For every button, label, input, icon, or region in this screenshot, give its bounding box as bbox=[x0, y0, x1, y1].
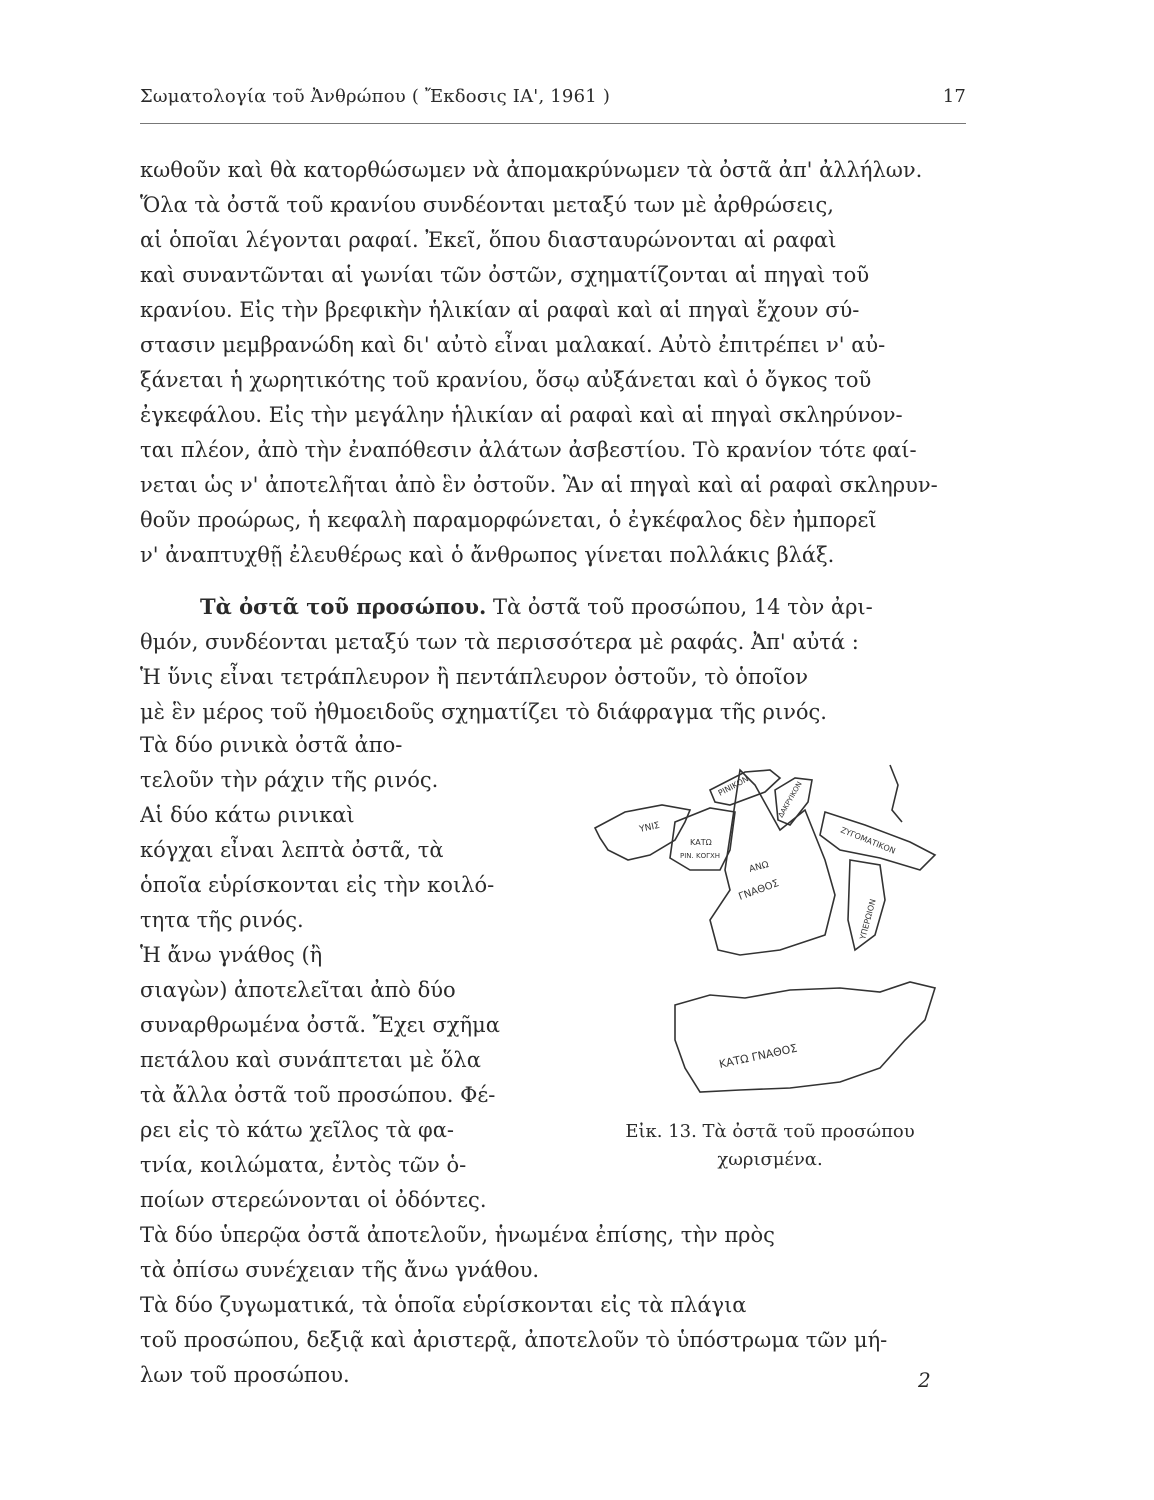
text-line: Ἡ ἄνω γνάθος (ἢ bbox=[140, 943, 323, 967]
text-line: Τὰ δύο ὑπερῷα ὀστᾶ ἀποτελοῦν, ἡνωμένα ἐπίσης, τὴν πρὸς bbox=[140, 1223, 775, 1247]
text-line: τελοῦν τὴν ράχιν τῆς ρινός. bbox=[140, 768, 439, 792]
facial-bones-figure bbox=[580, 750, 960, 1130]
text-line: πετάλου καὶ συνάπτεται μὲ ὅλα bbox=[140, 1048, 481, 1072]
header-rule bbox=[140, 123, 966, 124]
text-line: τοῦ προσώπου, δεξιᾷ καὶ ἀριστερᾷ, ἀποτελοῦν τὸ ὑπόστρωμα τῶν μή- bbox=[140, 1328, 888, 1352]
text-line: Τὰ δύο ρινικὰ ὀστᾶ ἀπο- bbox=[140, 733, 403, 757]
text-line: καὶ συναντῶνται αἱ γωνίαι τῶν ὀστῶν, σχηματίζονται αἱ πηγαὶ τοῦ bbox=[140, 263, 870, 287]
kato-gnathos-label: ΚΑΤΩ ΓΝΑΘΟΣ bbox=[717, 1041, 799, 1071]
ano-label: ΑΝΩ bbox=[748, 860, 770, 875]
figure-caption-line1: Εἰκ. 13. Τὰ ὀστᾶ τοῦ προσώπου bbox=[625, 1121, 915, 1142]
text-line: στασιν μεμβρανώδη καὶ δι' αὐτὸ εἶναι μαλακαί. Αὐτὸ ἐπιτρέπει ν' αὐ- bbox=[140, 333, 886, 357]
figure-caption bbox=[560, 1118, 980, 1174]
text-line: θοῦν προώρως, ἡ κεφαλὴ παραμορφώνεται, ὁ ἐγκέφαλος δὲν ἠμπορεῖ bbox=[140, 508, 877, 532]
page-number: 17 bbox=[942, 86, 966, 107]
text-line: μὲ ἓν μέρος τοῦ ἠθμοειδοῦς σχηματίζει τὸ διάφραγμα τῆς ρινός. bbox=[140, 700, 827, 724]
text-line: θμόν, συνδέονται μεταξύ των τὰ περισσότερα μὲ ραφάς. Ἀπ' αὐτά : bbox=[140, 630, 859, 654]
text-line: ἐγκεφάλου. Εἰς τὴν μεγάλην ἡλικίαν αἱ ραφαὶ καὶ αἱ πηγαὶ σκληρύνον- bbox=[140, 403, 903, 427]
text-line: ξάνεται ἡ χωρητικότης τοῦ κρανίου, ὅσῳ αὐξάνεται καὶ ὁ ὄγκος τοῦ bbox=[140, 368, 872, 392]
figure-caption-line2: χωρισμένα. bbox=[717, 1149, 823, 1170]
text-line: νεται ὡς ν' ἀποτελῆται ἀπὸ ἓν ὀστοῦν. Ἂν αἱ πηγαὶ καὶ αἱ ραφαὶ σκληρυν- bbox=[140, 473, 938, 497]
header-title: Σωματολογία τοῦ Ἀνθρώπου ( Ἔκδοσις ΙΑ', 1961 ) bbox=[140, 86, 611, 107]
text-line: ται πλέον, ἀπὸ τὴν ἐναπόθεσιν ἀλάτων ἀσβεστίου. Τὸ κρανίον τότε φαί- bbox=[140, 438, 917, 462]
ynis-label: ΥΝΙΣ bbox=[638, 820, 661, 835]
running-header bbox=[140, 86, 966, 107]
section-first-line-text: Τὰ ὀστᾶ τοῦ προσώπου, 14 τὸν ἀρι- bbox=[486, 595, 873, 619]
section-heading: Τὰ ὀστᾶ τοῦ προσώπου. bbox=[200, 594, 487, 619]
text-line: ὁποῖα εὑρίσκονται εἰς τὴν κοιλό- bbox=[140, 873, 495, 897]
text-line: τνία, κοιλώματα, ἐντὸς τῶν ὁ- bbox=[140, 1153, 467, 1177]
facial-bones-illustration bbox=[580, 750, 960, 1130]
dakryikon-label: ΔΑΚΡΥΙΚΟΝ bbox=[776, 780, 804, 819]
signature-number: 2 bbox=[918, 1368, 931, 1392]
yperoion-label: ΥΠΕΡΩΙΟΝ bbox=[858, 898, 878, 941]
text-line: αἱ ὁποῖαι λέγονται ραφαί. Ἐκεῖ, ὅπου διασταυρώνονται αἱ ραφαὶ bbox=[140, 228, 837, 252]
text-line: κόγχαι εἶναι λεπτὰ ὀστᾶ, τὰ bbox=[140, 838, 444, 862]
text-line: ρει εἰς τὸ κάτω χεῖλος τὰ φα- bbox=[140, 1118, 455, 1142]
text-line: τὰ ὀπίσω συνέχειαν τῆς ἄνω γνάθου. bbox=[140, 1258, 540, 1282]
gnathos-label: ΓΝΑΘΟΣ bbox=[737, 878, 781, 903]
rin-kogxi-label: ΡΙΝ. ΚΟΓΧΗ bbox=[680, 852, 721, 860]
text-line: τητα τῆς ρινός. bbox=[140, 908, 304, 932]
ano-gnathos-bone bbox=[710, 770, 835, 955]
text-line: ν' ἀναπτυχθῇ ἐλευθέρως καὶ ὁ ἄνθρωπος γίνεται πολλάκις βλάξ. bbox=[140, 543, 835, 567]
kato-label: ΚΑΤΩ bbox=[690, 838, 712, 847]
text-line: τὰ ἄλλα ὀστᾶ τοῦ προσώπου. Φέ- bbox=[140, 1083, 496, 1107]
zygomatikon-upper bbox=[890, 765, 902, 822]
zygomatikon-label: ΖΥΓΟΜΑΤΙΚΟΝ bbox=[839, 825, 897, 856]
text-line: συναρθρωμένα ὀστᾶ. Ἔχει σχῆμα bbox=[140, 1013, 500, 1037]
kato-gnathos-bone bbox=[675, 982, 935, 1092]
text-line: Τὰ δύο ζυγωματικά, τὰ ὁποῖα εὑρίσκονται εἰς τὰ πλάγια bbox=[140, 1293, 747, 1317]
text-line: Ἡ ὕνις εἶναι τετράπλευρον ἢ πεντάπλευρον ὀστοῦν, τὸ ὁποῖον bbox=[140, 665, 808, 689]
text-line: Ὅλα τὰ ὀστᾶ τοῦ κρανίου συνδέονται μεταξύ των μὲ ἀρθρώσεις, bbox=[140, 193, 834, 217]
text-line: σιαγὼν) ἀποτελεῖται ἀπὸ δύο bbox=[140, 978, 456, 1002]
text-line: ποίων στερεώνονται οἱ ὀδόντες. bbox=[140, 1188, 487, 1212]
text-line: λων τοῦ προσώπου. bbox=[140, 1363, 350, 1387]
text-line: κρανίου. Εἰς τὴν βρεφικὴν ἡλικίαν αἱ ραφαὶ καὶ αἱ πηγαὶ ἔχουν σύ- bbox=[140, 298, 860, 322]
section-first-line bbox=[140, 590, 966, 624]
rinikon-label: ΡΙΝΙΚΟΝ bbox=[716, 774, 751, 798]
text-line: κωθοῦν καὶ θὰ κατορθώσωμεν νὰ ἀπομακρύνωμεν τὰ ὀστᾶ ἀπ' ἀλλήλων. bbox=[140, 158, 923, 182]
text-line: Αἱ δύο κάτω ρινικαὶ bbox=[140, 803, 355, 827]
